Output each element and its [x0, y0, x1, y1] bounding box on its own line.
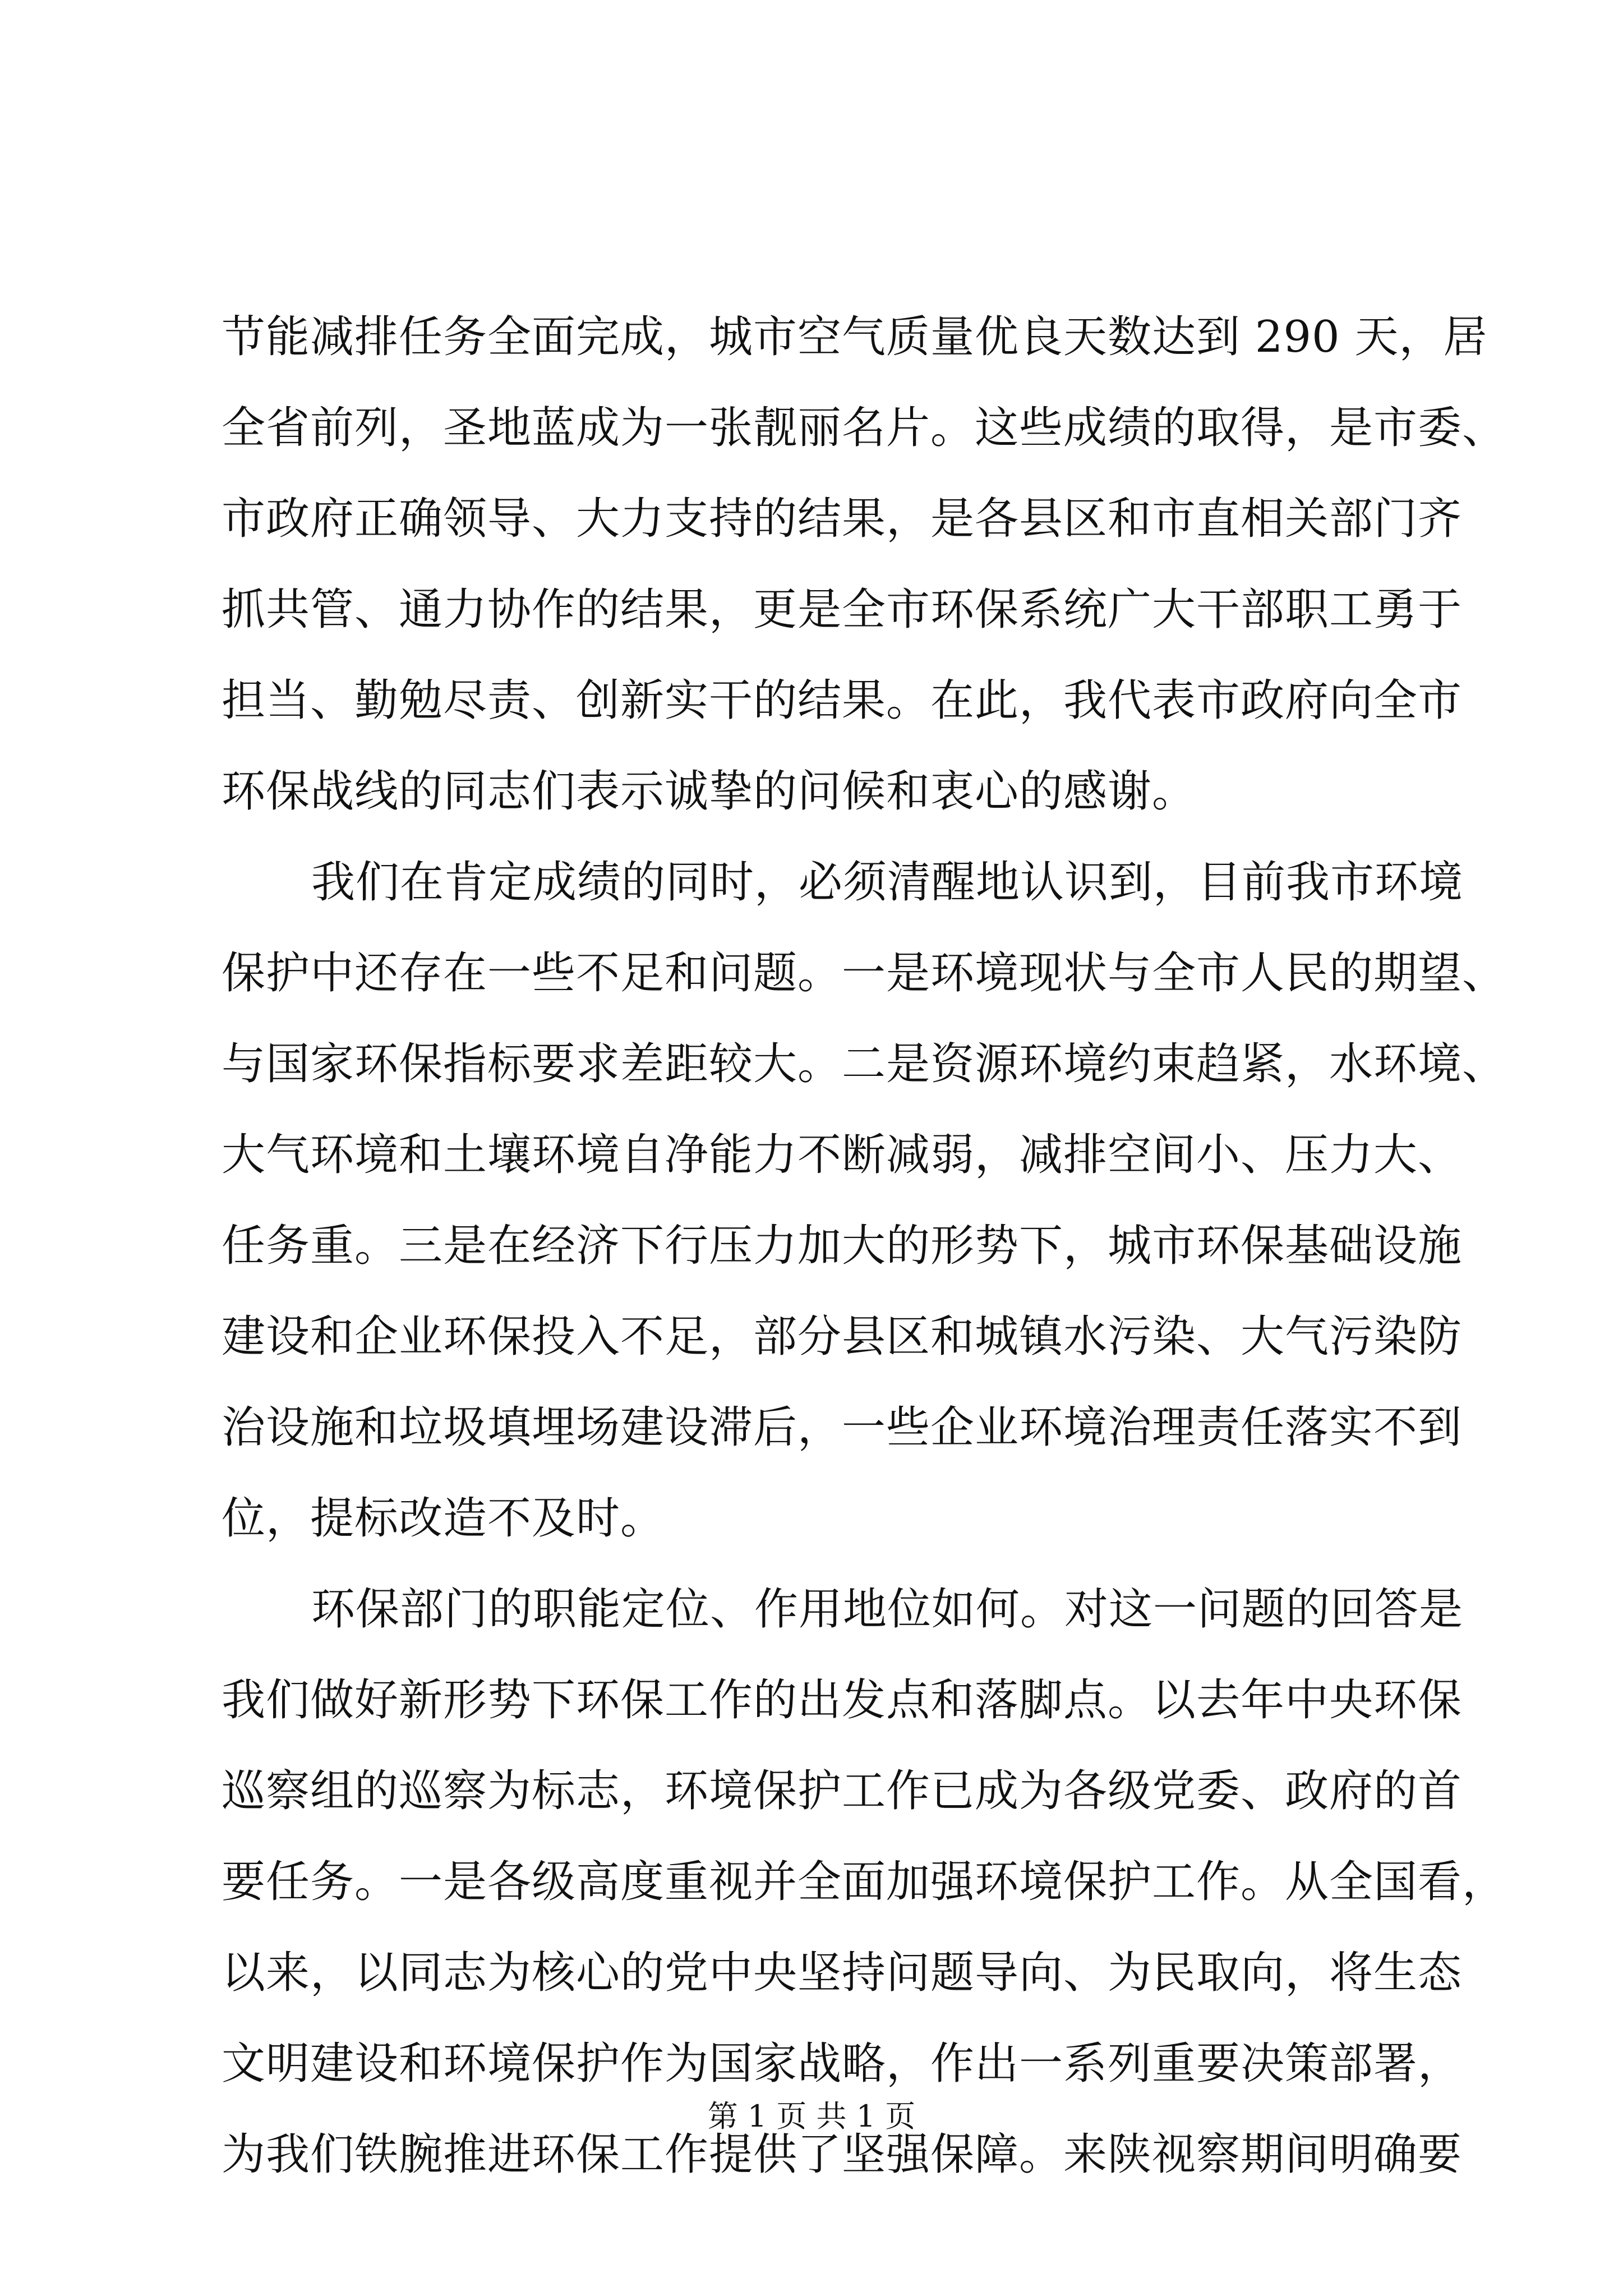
text-line: 任务重。三是在经济下行压力加大的形势下，城市环保基础设施: [222, 1221, 1463, 1271]
text-line: 以来，以同志为核心的党中央坚持问题导向、为民取向，将生态: [222, 1948, 1463, 1998]
text-line: 治设施和垃圾填埋场建设滞后，一些企业环境治理责任落实不到: [222, 1402, 1463, 1453]
text-line: 节能减排任务全面完成，城市空气质量优良天数达到 290 天，居: [222, 312, 1488, 362]
text-line: 巡察组的巡察为标志，环境保护工作已成为各级党委、政府的首: [222, 1766, 1463, 1816]
text-line: 保护中还存在一些不足和问题。一是环境现状与全市人民的期望、: [222, 948, 1507, 999]
text-line: 我们在肯定成绩的同时，必须清醒地认识到，目前我市环境: [311, 857, 1464, 908]
text-line: 为我们铁腕推进环保工作提供了坚强保障。来陕视察期间明确要: [222, 2129, 1463, 2180]
text-line: 与国家环保指标要求差距较大。二是资源环境约束趋紧，水环境、: [222, 1039, 1507, 1089]
text-line: 全省前列，圣地蓝成为一张靓丽名片。这些成绩的取得，是市委、: [222, 403, 1507, 453]
text-line: 环保战线的同志们表示诚挚的问候和衷心的感谢。: [222, 766, 1197, 817]
text-line: 担当、勤勉尽责、创新实干的结果。在此，我代表市政府向全市: [222, 675, 1463, 726]
text-line: 市政府正确领导、大力支持的结果，是各县区和市直相关部门齐: [222, 494, 1463, 544]
text-line: 文明建设和环境保护作为国家战略，作出一系列重要决策部署，: [222, 2039, 1463, 2089]
text-line: 环保部门的职能定位、作用地位如何。对这一问题的回答是: [311, 1584, 1464, 1635]
text-line: 大气环境和土壤环境自净能力不断减弱，减排空间小、压力大、: [222, 1130, 1463, 1180]
text-line: 位，提标改造不及时。: [222, 1493, 665, 1544]
text-line: 抓共管、通力协作的结果，更是全市环保系统广大干部职工勇于: [222, 585, 1463, 635]
text-line: 我们做好新形势下环保工作的出发点和落脚点。以去年中央环保: [222, 1675, 1463, 1726]
document-body: [222, 292, 1507, 2200]
text-line: 建设和企业环保投入不足，部分县区和城镇水污染、大气污染防: [222, 1312, 1463, 1362]
page-number-footer: 第 1 页 共 1 页: [707, 2099, 916, 2134]
text-line: 要任务。一是各级高度重视并全面加强环境保护工作。从全国看，: [222, 1857, 1507, 1907]
